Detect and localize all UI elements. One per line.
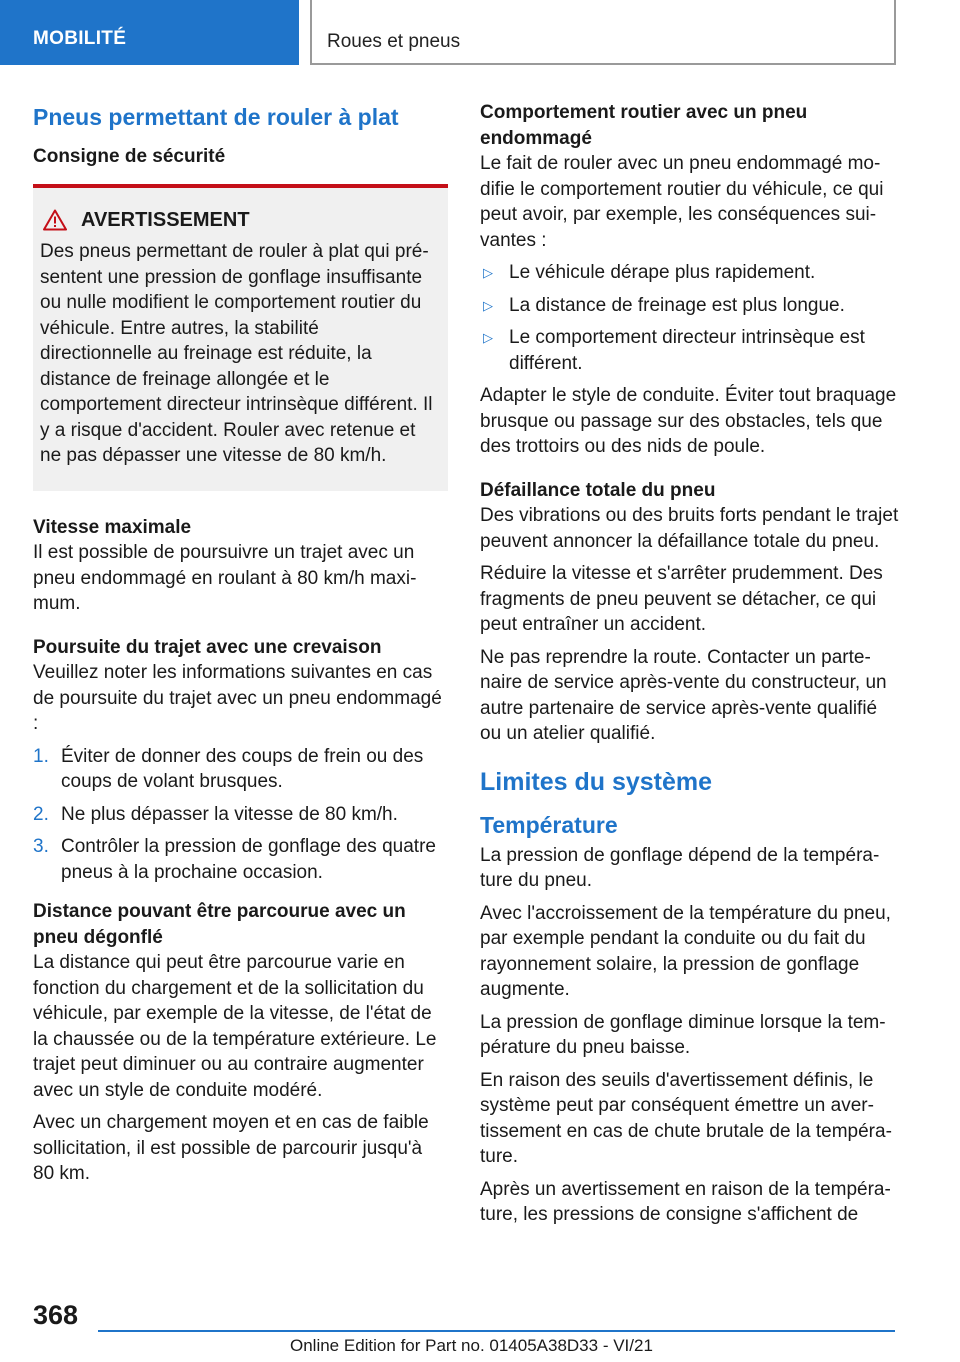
list-item-text: Le véhicule dérape plus rapidement. xyxy=(509,262,816,283)
list-item-text: Ne plus dépasser la vitesse de 80 km/h. xyxy=(61,803,398,825)
behavior-list xyxy=(480,260,900,376)
failure-heading: Défaillance totale du pneu xyxy=(480,479,716,501)
warning-triangle-icon xyxy=(43,209,67,231)
list-item-text: Contrôler la pression de gonflage des quatre pneus à la prochaine occasion. xyxy=(61,836,436,883)
list-item-text: Éviter de donner des coups de frein ou des coups de volant brusques. xyxy=(61,745,424,792)
temperature-text-5: Après un avertissement en raison de la température, les pressions de consigne s'affichent de xyxy=(480,1178,891,1225)
behavior-text: Le fait de rouler avec un pneu endommagé modifie le comportement routier du véhicule, ce qui peut avoir, par exemple, les conséquences suivantes : xyxy=(480,153,884,251)
temperature-text-1: La pression de gonflage dépend de la température du pneu. xyxy=(480,844,880,891)
section-tab xyxy=(0,0,299,65)
temperature-text-4: En raison des seuils d'avertissement définis, le système peut par conséquent émettre un avertissement en cas de chute brutale de la température. xyxy=(480,1069,892,1167)
chapter-tab xyxy=(310,0,896,65)
temperature-heading: Température xyxy=(480,811,618,838)
page-title: Pneus permettant de rouler à plat xyxy=(33,104,399,130)
failure-text-1: Des vibrations ou des bruits forts pendant le trajet peuvent annoncer la défaillance totale du pneu. xyxy=(480,505,899,552)
triangle-bullet-icon: ▷ xyxy=(483,265,493,280)
list-item xyxy=(33,744,448,795)
triangle-bullet-icon: ▷ xyxy=(483,297,493,313)
list-item xyxy=(33,802,448,828)
footer-edition: Online Edition for Part no. 01405A38D33 - VI/21 xyxy=(290,1336,653,1355)
warning-title: AVERTISSEMENT xyxy=(81,208,250,231)
list-item-text: Le comportement directeur intrinsèque est différent. xyxy=(509,327,865,374)
list-item-text: La distance de freinage est plus longue. xyxy=(509,294,845,316)
chapter-title: Roues et pneus xyxy=(327,31,461,52)
max-speed-text: Il est possible de poursuivre un trajet avec un pneu endommagé en roulant à 80 km/h maximum. xyxy=(33,542,417,614)
triangle-bullet-icon: ▷ xyxy=(483,330,493,345)
section-title: MOBILITÉ xyxy=(33,28,127,49)
continue-text: Veuillez noter les informations suivantes en cas de poursuite du trajet avec un pneu endommagé : xyxy=(33,662,442,734)
page-number: 368 xyxy=(33,1300,79,1330)
behavior-after-text: Adapter le style de conduite. Éviter tout braquage brusque ou passage sur des obstacles, tels que des trottoirs ou des nids de poule. xyxy=(480,385,897,457)
footer-divider xyxy=(98,1330,895,1332)
temperature-text-3: La pression de gonflage diminue lorsque la température du pneu baisse. xyxy=(480,1011,886,1058)
list-item xyxy=(480,293,900,319)
list-number: 2. xyxy=(33,803,49,825)
failure-text-3: Ne pas reprendre la route. Contacter un partenaire de service après-vente du constructeur, un autre partenaire de service après-vente qualifié ou un atelier qualifié. xyxy=(480,646,887,744)
list-item xyxy=(480,260,900,286)
behavior-heading: Comportement routier avec un pneu endommagé xyxy=(480,102,808,149)
distance-heading: Distance pouvant être parcourue avec un pneu dégonflé xyxy=(33,901,406,948)
warning-text: Des pneus permettant de rouler à plat qui présentent une pression de gonflage insuffisante ou nulle modifient le comportement routier du véhicule. Entre autres, la stabilité directionnelle au freinage est réduite, la distance de freinage allongée et le comportement directeur intrinsèque différent. Il y a risque d'accident. Rouler avec retenue et ne pas dépasser une vitesse de 80 km/h. xyxy=(40,241,433,466)
right-column xyxy=(480,100,900,1235)
limits-heading: Limites du système xyxy=(480,767,713,796)
distance-text-2: Avec un chargement moyen et en cas de faible sollicitation, il est possible de parcourir jusqu'à 80 km. xyxy=(33,1112,429,1184)
warning-box xyxy=(33,184,448,491)
safety-heading: Consigne de sécurité xyxy=(33,146,226,167)
warning-header xyxy=(40,208,436,234)
list-item xyxy=(480,325,900,376)
failure-text-2: Réduire la vitesse et s'arrêter prudemment. Des fragments de pneu peuvent se détacher, ce qui peut entraîner un accident. xyxy=(480,563,883,635)
continue-steps xyxy=(33,744,448,886)
list-item xyxy=(33,834,448,885)
continue-heading: Poursuite du trajet avec une crevaison xyxy=(33,636,382,658)
list-number: 3. xyxy=(33,836,49,857)
distance-text-1: La distance qui peut être parcourue varie en fonction du chargement et de la sollicitation du véhicule, par exemple de la vitesse, de l'état de la chaussée ou de la température extérieure. Le trajet peut diminuer ou au contraire augmenter avec un style de conduite modéré. xyxy=(33,952,437,1101)
left-column xyxy=(33,100,448,1194)
temperature-text-2: Avec l'accroissement de la température du pneu, par exemple pendant la conduite ou du fait du rayonnement solaire, la pression de gonflage augmente. xyxy=(480,902,891,1000)
list-number: 1. xyxy=(33,745,49,767)
max-speed-heading: Vitesse maximale xyxy=(33,516,192,538)
